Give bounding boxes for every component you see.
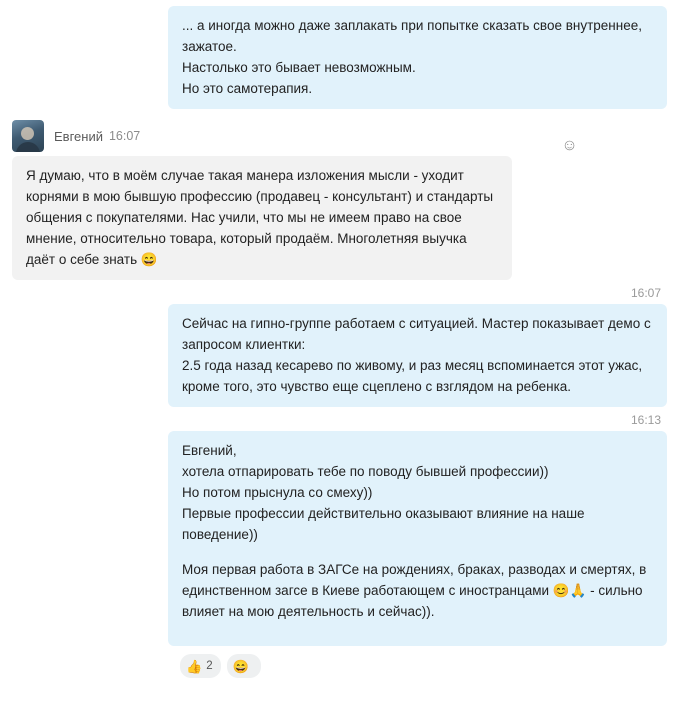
message-line: Сейчас на гипно-группе работаем с ситуацией. Мастер показывает демо с запросом клиентки:	[182, 316, 651, 352]
message-line: хотела отпарировать тебе по поводу бывшей профессии))	[182, 464, 549, 479]
message-line: Первые профессии действительно оказывают влияние на наше поведение))	[182, 506, 585, 542]
message-line: ... а иногда можно даже заплакать при попытке сказать свое внутреннее, зажатое.	[182, 18, 642, 54]
message-row-outgoing	[0, 304, 677, 407]
message-line: Но потом прыснула со смеху))	[182, 485, 373, 500]
message-line: 2.5 года назад кесарево по живому, и раз месяц вспоминается этот ужас, кроме того, это чувство еще сцеплено с взглядом на ребенка.	[182, 358, 643, 394]
message-line: Я думаю, что в моём случае такая манера изложения мысли - уходит корнями в мою бывшую профессию (продавец - консультант) и стандарты общения с покупателями. Нас учили, что мы не имеем право на свое мнение, относительно товара, который продаём. Многолетняя выучка даёт о себе знать 😄	[26, 168, 494, 267]
message-line: Моя первая работа в ЗАГСе на рождениях, браках, разводах и смертях, в единственном загсе в Киеве работающем с иностранцами 😊🙏 - сильно влияет на мою деятельность и сейчас)).	[182, 562, 647, 619]
paragraph-gap	[182, 622, 653, 636]
sender-name: Евгений	[54, 128, 103, 144]
message-bubble[interactable]	[12, 156, 512, 280]
grinning-face-icon: 😄	[232, 658, 249, 674]
message-timestamp: 16:07	[630, 286, 661, 300]
reaction-count: 2	[206, 660, 213, 672]
message-timestamp: 16:13	[630, 413, 661, 427]
thumbs-up-icon: 👍	[186, 658, 203, 674]
reaction-thumbs-up[interactable]	[180, 654, 221, 678]
paragraph-gap	[182, 545, 653, 559]
sender-time: 16:07	[108, 129, 141, 143]
message-line: Настолько это бывает невозможным.	[182, 60, 416, 75]
message-row-outgoing	[0, 431, 677, 646]
avatar[interactable]	[12, 120, 44, 152]
smile-icon[interactable]: ☺	[561, 137, 578, 154]
reaction-grinning-face[interactable]	[227, 654, 261, 678]
message-row-incoming	[0, 156, 677, 280]
message-bubble[interactable]	[168, 6, 667, 109]
reaction-bar	[0, 654, 677, 678]
message-bubble[interactable]	[168, 431, 667, 646]
message-bubble[interactable]	[168, 304, 667, 407]
message-line: Но это самотерапия.	[182, 81, 313, 96]
message-row-outgoing	[0, 6, 677, 109]
message-line: Евгений,	[182, 443, 237, 458]
